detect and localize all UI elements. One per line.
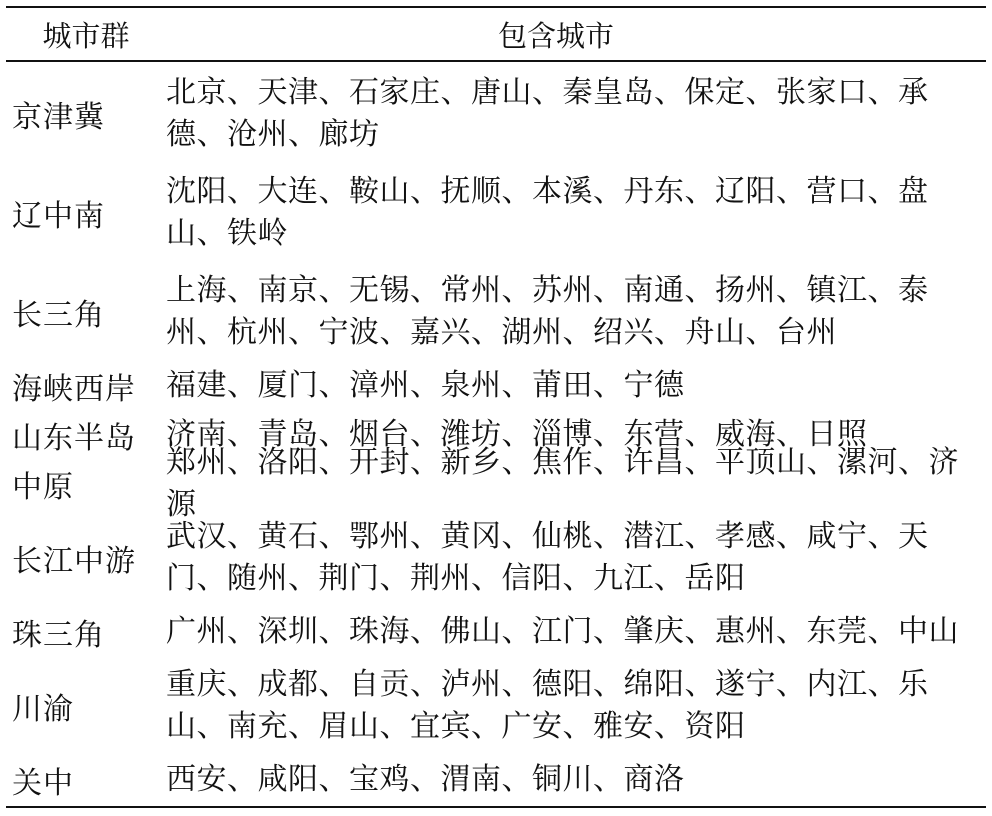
table-header-rule <box>6 60 986 62</box>
cities-cell: 沈阳、大连、鞍山、抚顺、本溪、丹东、辽阳、营口、盘山、铁岭 <box>166 173 929 251</box>
cities-cell: 北京、天津、石家庄、唐山、秦皇岛、保定、张家口、承德、沧州、廊坊 <box>166 74 929 152</box>
city-cluster-table <box>6 6 986 808</box>
table-row <box>6 64 986 163</box>
cities-cell: 福建、厦门、漳州、泉州、莆田、宁德 <box>166 367 685 403</box>
table-row <box>6 262 986 361</box>
table-row <box>6 607 986 656</box>
header-cities: 包含城市 <box>497 18 614 53</box>
region-cell: 长三角 <box>12 297 105 333</box>
table-row <box>6 755 986 804</box>
region-cell: 关中 <box>12 765 74 801</box>
region-cell: 中原 <box>12 469 74 505</box>
table-row <box>6 656 986 755</box>
region-cell: 长江中游 <box>12 543 136 579</box>
cities-cell: 上海、南京、无锡、常州、苏州、南通、扬州、镇江、泰州、杭州、宁波、嘉兴、湖州、绍兴、舟山、台州 <box>166 272 929 350</box>
region-cell: 珠三角 <box>12 617 105 653</box>
cities-cell: 西安、咸阳、宝鸡、渭南、铜川、商洛 <box>166 761 685 797</box>
region-cell: 海峡西岸 <box>12 371 136 407</box>
region-cell: 川渝 <box>12 691 74 727</box>
region-cell: 山东半岛 <box>12 420 136 456</box>
cities-cell: 武汉、黄石、鄂州、黄冈、仙桃、潜江、孝感、咸宁、天门、随州、荆门、荆州、信阳、九江、岳阳 <box>166 518 929 596</box>
table-bottom-rule <box>6 806 986 808</box>
cities-cell: 广州、深圳、珠海、佛山、江门、肇庆、惠州、东莞、中山 <box>166 613 959 649</box>
cities-cell: 济南、青岛、烟台、潍坊、淄博、东营、威海、日照 <box>166 416 868 452</box>
cities-cell: 郑州、洛阳、开封、新乡、焦作、许昌、平顶山、漯河、济源 <box>166 444 959 522</box>
table-header <box>6 8 986 60</box>
cities-cell: 重庆、成都、自贡、泸州、德阳、绵阳、遂宁、内江、乐山、南充、眉山、宜宾、广安、雅安、资阳 <box>166 666 929 744</box>
table-row <box>6 444 986 522</box>
region-cell: 京津冀 <box>12 99 105 135</box>
table-row <box>6 361 986 410</box>
table-body <box>6 64 986 804</box>
table-row <box>6 163 986 262</box>
header-region: 城市群 <box>42 18 130 53</box>
region-cell: 辽中南 <box>12 198 105 234</box>
table-row <box>6 508 986 607</box>
